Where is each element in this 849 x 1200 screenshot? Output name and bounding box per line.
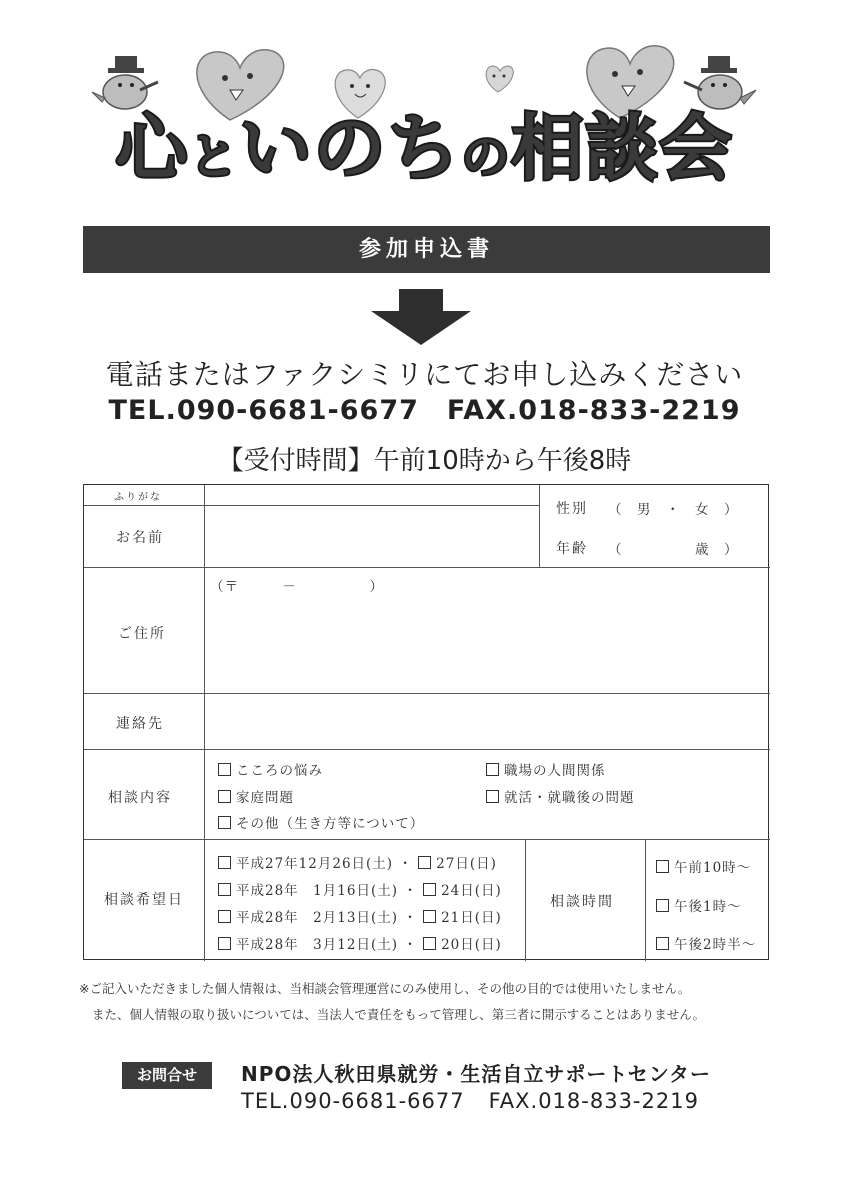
tel-number: TEL.090-6681-6677 — [108, 395, 419, 426]
privacy-note-line2: また、個人情報の取り扱いについては、当法人で責任をもって管理し、第三者に開示することはありません。 — [92, 1007, 706, 1022]
date-option-row[interactable]: 平成27年12月26日(土) ・ 27日(日) — [218, 852, 497, 872]
checkbox-icon[interactable] — [423, 910, 436, 923]
checkbox-icon[interactable] — [218, 790, 231, 803]
furigana-field[interactable] — [206, 486, 537, 504]
date-option-row[interactable]: 平成28年 3月12日(土) ・ 20日(日) — [218, 933, 502, 953]
checkbox-icon[interactable] — [423, 883, 436, 896]
date-option-row[interactable]: 平成28年 1月16日(土) ・ 24日(日) — [218, 879, 502, 899]
down-arrow-icon — [371, 289, 471, 345]
form-title-banner: 参加申込書 — [83, 226, 770, 273]
address-field[interactable] — [206, 595, 766, 691]
checkbox-icon[interactable] — [218, 816, 231, 829]
contact-numbers — [0, 395, 849, 426]
time-option[interactable]: 午後1時～ — [656, 895, 742, 915]
topic-option-other[interactable]: その他（生き方等について） — [218, 812, 424, 832]
checkbox-icon[interactable] — [218, 763, 231, 776]
time-option[interactable]: 午前10時～ — [656, 856, 751, 876]
dates-label: 相談希望日 — [104, 892, 184, 908]
checkbox-icon[interactable] — [418, 856, 431, 869]
age-field[interactable]: （ 歳 ） — [608, 542, 739, 558]
time-option[interactable]: 午後2時半～ — [656, 933, 756, 953]
application-form — [83, 484, 769, 960]
topic-label: 相談内容 — [108, 790, 172, 806]
inquiry-fax: FAX.018-833-2219 — [488, 1089, 699, 1113]
bird-right-icon — [684, 56, 756, 109]
address-label: ご住所 — [118, 626, 166, 642]
page-title: 心といのちの相談会 — [115, 106, 734, 190]
name-field[interactable] — [206, 507, 537, 565]
fax-number: FAX.018-833-2219 — [446, 395, 741, 426]
reception-hours: 【受付時間】午前10時から午後8時 — [217, 446, 632, 476]
inquiry-organization: NPO法人秋田県就労・生活自立サポートセンター — [241, 1062, 711, 1086]
topic-option-jobhunt[interactable]: 就活・就職後の問題 — [486, 786, 635, 806]
bird-left-icon — [92, 56, 158, 109]
topic-option-family[interactable]: 家庭問題 — [218, 786, 294, 806]
contact-input[interactable] — [206, 695, 766, 747]
heart-small-icon — [486, 66, 513, 92]
gender-label: 性別 — [556, 501, 588, 517]
checkbox-icon[interactable] — [423, 937, 436, 950]
gender-options[interactable]: （ 男 ・ 女 ） — [608, 502, 739, 518]
inquiry-badge: お問合せ — [122, 1062, 212, 1089]
inquiry-contact — [241, 1089, 723, 1113]
checkbox-icon[interactable] — [218, 883, 231, 896]
privacy-note-line1: ※ご記入いただきました個人情報は、当相談会管理運営にのみ使用し、その他の目的では使用いたしません。 — [79, 981, 691, 996]
privacy-note — [79, 976, 705, 1028]
inquiry-tel: TEL.090-6681-6677 — [241, 1089, 465, 1113]
checkbox-icon[interactable] — [656, 860, 669, 873]
name-label: お名前 — [116, 530, 164, 546]
checkbox-icon[interactable] — [486, 763, 499, 776]
postal-code-field[interactable]: （〒 － ） — [210, 579, 384, 595]
contact-label: 連絡先 — [116, 716, 164, 732]
time-label: 相談時間 — [550, 894, 614, 910]
topic-option-workplace[interactable]: 職場の人間関係 — [486, 759, 606, 779]
checkbox-icon[interactable] — [218, 910, 231, 923]
checkbox-icon[interactable] — [656, 937, 669, 950]
checkbox-icon[interactable] — [656, 899, 669, 912]
apply-instruction: 電話またはファクシミリにてお申し込みください — [105, 358, 744, 391]
checkbox-icon[interactable] — [486, 790, 499, 803]
furigana-label: ふりがな — [114, 492, 162, 503]
checkbox-icon[interactable] — [218, 937, 231, 950]
age-label: 年齢 — [556, 541, 588, 557]
topic-option-kokoro[interactable]: こころの悩み — [218, 759, 323, 779]
checkbox-icon[interactable] — [218, 856, 231, 869]
date-option-row[interactable]: 平成28年 2月13日(土) ・ 21日(日) — [218, 906, 502, 926]
